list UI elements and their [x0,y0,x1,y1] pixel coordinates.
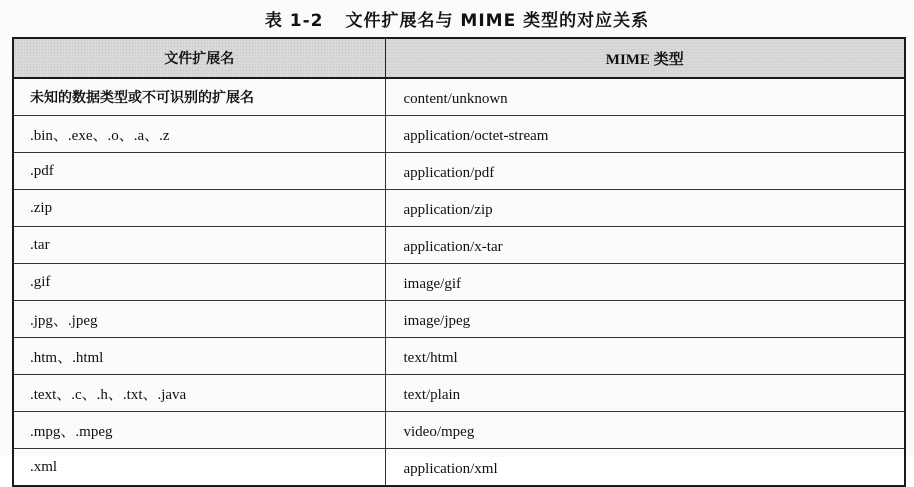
table-row [13,449,905,487]
extension-cell: .bin、.exe、.o、.a、.z [13,116,385,153]
table-row [13,412,905,449]
extension-cell: .gif [13,264,385,301]
table-number: 表 1-2 [264,11,324,31]
table-caption [0,6,914,31]
extension-cell: .jpg、.jpeg [13,301,385,338]
table-row [13,78,905,116]
table-row [13,153,905,190]
extension-cell: 未知的数据类型或不可识别的扩展名 [13,78,385,116]
mime-cell: video/mpeg [385,412,905,449]
extension-cell: .mpg、.mpeg [13,412,385,449]
mime-cell: image/gif [385,264,905,301]
extension-cell: .zip [13,190,385,227]
table-title: 文件扩展名与 MIME 类型的对应关系 [345,11,650,31]
table-row [13,338,905,375]
header-file-extension: 文件扩展名 [13,38,385,78]
mime-type-table [12,37,906,487]
mime-cell: text/html [385,338,905,375]
table-header-row [13,38,905,78]
table-row [13,227,905,264]
table-row [13,116,905,153]
header-mime-type: MIME 类型 [385,38,905,78]
mime-cell: application/xml [385,449,905,487]
mime-cell: content/unknown [385,78,905,116]
mime-cell: application/pdf [385,153,905,190]
mime-cell: application/zip [385,190,905,227]
extension-cell: .tar [13,227,385,264]
table-row [13,264,905,301]
table-row [13,190,905,227]
extension-cell: .xml [13,449,385,487]
mime-cell: application/x-tar [385,227,905,264]
table-row [13,375,905,412]
extension-cell: .pdf [13,153,385,190]
extension-cell: .htm、.html [13,338,385,375]
table-row [13,301,905,338]
mime-cell: image/jpeg [385,301,905,338]
mime-cell: text/plain [385,375,905,412]
mime-cell: application/octet-stream [385,116,905,153]
extension-cell: .text、.c、.h、.txt、.java [13,375,385,412]
